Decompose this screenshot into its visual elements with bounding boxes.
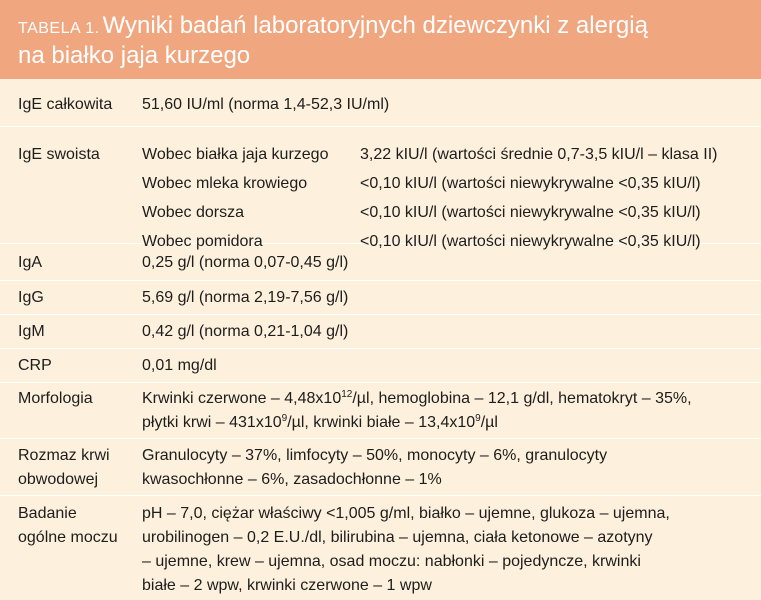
row-value: 0,01 mg/dl: [142, 357, 217, 374]
table-header: [0, 0, 761, 79]
allergen-label: Wobec pomidora: [142, 233, 263, 250]
text-segment: /µl: [480, 414, 498, 431]
table-row: [0, 495, 761, 600]
table-row: [0, 348, 761, 382]
row-name: IgE swoista: [18, 146, 100, 163]
value-line: białe – 2 wpw, krwinki czerwone – 1 wpw: [142, 577, 432, 594]
row-name: [0, 444, 142, 495]
value-line: – ujemne, krew – ujemna, osad moczu: nabłonki – pojedyncze, krwinki: [142, 553, 641, 570]
table-row: [0, 280, 761, 314]
list-item: [142, 140, 745, 169]
table-title: Wyniki badań laboratoryjnych dziewczynki z alergią: [102, 12, 648, 39]
row-value: [142, 444, 761, 495]
value-line: urobilinogen – 0,2 E.U./dl, bilirubina – ujemna, ciała ketonowe – azotyny: [142, 529, 653, 546]
row-value: 0,42 g/l (norma 0,21-1,04 g/l): [142, 323, 349, 340]
allergen-label: Wobec białka jaja kurzego: [142, 146, 329, 163]
row-name: IgA: [18, 254, 43, 271]
superscript: 12: [341, 389, 353, 400]
value-line: pH – 7,0, ciężar właściwy <1,005 g/ml, białko – ujemne, glukoza – ujemna,: [142, 505, 670, 522]
morfologia-line-1: [142, 387, 745, 411]
allergen-label: Wobec mleka krowiego: [142, 175, 308, 192]
row-name: IgM: [18, 323, 45, 340]
row-name: IgE całkowita: [18, 96, 113, 113]
list-item: [142, 198, 745, 227]
row-name-line: ogólne moczu: [18, 529, 118, 546]
text-segment: Krwinki czerwone – 4,48x10: [142, 390, 342, 407]
text-segment: płytki krwi – 431x10: [142, 414, 282, 431]
row-value: [142, 387, 761, 438]
row-name-line: Badanie: [18, 505, 77, 522]
text-segment: /µl, hemoglobina – 12,1 g/dl, hematokryt – 35%,: [352, 390, 692, 407]
table-title-line-2: na białko jaja kurzego: [18, 42, 251, 69]
text-segment: /µl, krwinki białe – 13,4x10: [287, 414, 476, 431]
table-row: [0, 438, 761, 495]
row-name-line: Rozmaz krwi: [18, 447, 110, 464]
allergen-value: 3,22 kIU/l (wartości średnie 0,7-3,5 kIU/l – klasa II): [360, 146, 718, 163]
table-number-label: TABELA 1.: [18, 20, 100, 37]
list-item: [142, 169, 745, 198]
row-name: [0, 502, 142, 600]
table-title-line-1: [18, 12, 743, 42]
allergen-value: <0,10 kIU/l (wartości niewykrywalne <0,35 kIU/l): [360, 233, 701, 250]
allergen-label: Wobec dorsza: [142, 204, 244, 221]
superscript: 9: [475, 413, 481, 424]
row-name-line: obwodowej: [18, 471, 99, 488]
results-table: [0, 79, 761, 600]
row-name: IgG: [18, 289, 44, 306]
table-row: [0, 79, 761, 126]
value-line: kwasochłonne – 6%, zasadochłonne – 1%: [142, 471, 442, 488]
row-value: 5,69 g/l (norma 2,19-7,56 g/l): [142, 289, 349, 306]
row-value-list: [142, 140, 761, 250]
row-name: CRP: [18, 357, 52, 374]
superscript: 9: [281, 413, 288, 424]
allergen-value: <0,10 kIU/l (wartości niewykrywalne <0,35 kIU/l): [360, 204, 701, 221]
table-row: [0, 382, 761, 438]
table-row: [0, 126, 761, 250]
row-value: 0,25 g/l (norma 0,07-0,45 g/l): [142, 254, 349, 271]
allergen-value: <0,10 kIU/l (wartości niewykrywalne <0,35 kIU/l): [360, 175, 701, 192]
row-value: 51,60 IU/ml (norma 1,4-52,3 IU/ml): [142, 96, 390, 113]
morfologia-line-2: [142, 411, 745, 435]
row-value: [142, 502, 761, 600]
table-row: [0, 314, 761, 348]
row-name: Morfologia: [18, 390, 93, 407]
value-line: Granulocyty – 37%, limfocyty – 50%, monocyty – 6%, granulocyty: [142, 447, 608, 464]
